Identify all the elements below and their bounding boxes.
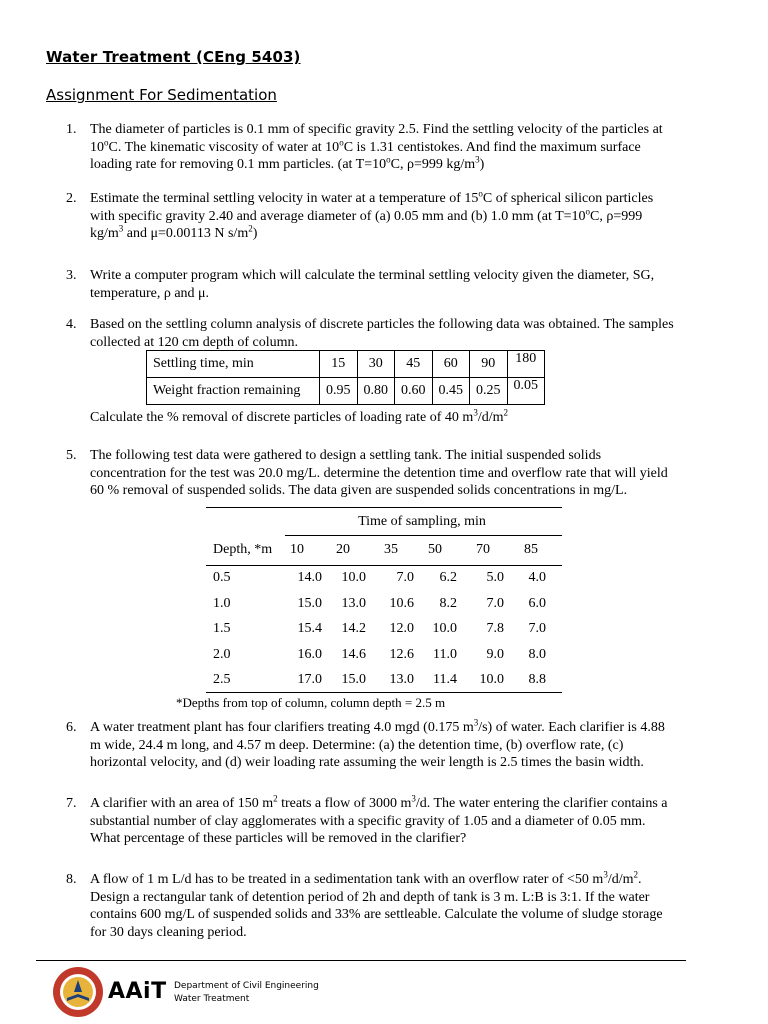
university-seal-logo — [52, 966, 104, 1018]
concentration-cell: 10.0 — [432, 621, 457, 636]
concentration-cell: 7.0 — [486, 595, 504, 611]
concentration-cell: 5.0 — [486, 570, 504, 585]
concentration-cell: 6.2 — [439, 570, 457, 585]
question-1: 1. The diameter of particles is 0.1 mm of specific gravity 2.5. Find the settling velocity of the particles at 10$^o$C. The kinematic viscosity of water at 10$^o$C is 1.31 centistokes. And find the maximum surface loading rate for removing 0.1 mm particles. (at $T=10^oC$, ρ=999 $kg/m^3$) — [66, 122, 663, 172]
question-7: 7. A clarifier with an area of 150 $m^2$ treats a flow of 3000 $m^3/d$. The water entering the clarifier contains a substantial number of clay agglomerates with a specific gravity of 1.05 and a diameter of 0.05 mm. What percentage of these particles will be removed in the clarifier? — [66, 793, 668, 846]
question-3: 3. Write a computer program which will calculate the terminal settling velocity given the diameter, SG, temperature, ρ and μ. — [66, 268, 655, 301]
concentration-cell: 7.0 — [396, 570, 414, 585]
concentration-cell: 7.0 — [528, 621, 546, 636]
concentration-cell: 10.0 — [341, 570, 366, 585]
concentration-cell: 8.8 — [528, 672, 546, 687]
concentration-cell: 4.0 — [528, 570, 546, 585]
concentration-cell: 12.6 — [389, 646, 414, 662]
concentration-cell: 14.2 — [341, 621, 366, 636]
concentration-cell: 13.0 — [341, 595, 366, 611]
table-row: Settling time, min 15 30 45 60 90 180 — [147, 351, 545, 378]
department-label: Department of Civil Engineering Water Treatment — [174, 981, 319, 1004]
question-number: 4. — [66, 317, 77, 332]
question-4-followup: Calculate the % removal of discrete particles of loading rate of 40 $m^3/d/m^2$ — [90, 407, 508, 425]
depth-cell: 2.0 — [213, 646, 231, 662]
question-number: 5. — [66, 448, 77, 463]
question-5: 5. The following test data were gathered to design a settling tank. The initial suspended solids concentration for the test was 20.0 mg/L. determine the detention time and overflow rate that will yield 60 % removal of suspended solids. The data given are suspended solids concentrations in mg/L. — [66, 448, 668, 498]
concentration-cell: 10.0 — [479, 672, 504, 687]
table-footnote: *Depths from top of column, column depth = 2.5 m — [176, 695, 446, 710]
concentration-cell: 10.6 — [389, 595, 414, 611]
table-row — [206, 596, 562, 614]
question-number: 3. — [66, 268, 77, 283]
concentration-cell: 11.4 — [433, 672, 457, 687]
question-8: 8. A flow of 1 m L/d has to be treated in a sedimentation tank with an overflow rater of <50 $m^3/d/m^2$. Design a rectangular tank of detention period of 2h and depth of tank is 3 m. L:B is 3:1. If the water contains 600 mg/L of suspended solids and 33% are settleable. Calculate the volume of sludge storage for 30 days cleaning period. — [66, 869, 663, 940]
table-header-row: Depth, *m 10 20 35 50 70 85 — [213, 542, 538, 557]
aait-brand: AAiT — [108, 979, 167, 1004]
concentration-cell: 16.0 — [297, 646, 322, 662]
concentration-cell: 15.0 — [297, 595, 322, 611]
concentration-cell: 7.8 — [486, 621, 504, 636]
concentration-cell: 12.0 — [389, 621, 414, 636]
question-4: 4. Based on the settling column analysis of discrete particles the following data was obtained. The samples collected at 120 cm depth of column. — [66, 317, 674, 350]
settling-time-table — [146, 350, 545, 405]
concentration-cell: 15.4 — [297, 621, 322, 636]
table-row — [206, 570, 562, 588]
concentration-cell: 8.0 — [528, 646, 546, 662]
question-number: 7. — [66, 796, 77, 811]
question-6: 6. A water treatment plant has four clarifiers treating 4.0 mgd (0.175 $m^3/s$) of water. Each clarifier is 4.88 m wide, 24.4 m long, and 4.57 m deep. Determine: (a) the detention time, (b) overflow rate, (c) horizontal velocity, and (d) weir loading rate assuming the weir length is 2.5 times the basin width. — [66, 717, 665, 770]
concentration-cell: 15.0 — [341, 672, 366, 687]
table-row — [206, 672, 562, 690]
page-title: Water Treatment (CEng 5403) — [46, 48, 301, 66]
depth-cell: 1.5 — [213, 621, 231, 636]
concentration-cell: 11.0 — [433, 646, 457, 662]
depth-cell: 0.5 — [213, 570, 231, 585]
concentration-cell: 13.0 — [389, 672, 414, 687]
concentration-cell: 6.0 — [528, 595, 546, 611]
concentration-cell: 9.0 — [486, 646, 504, 662]
concentration-cell: 14.0 — [297, 570, 322, 585]
concentration-cell: 8.2 — [439, 595, 457, 611]
concentration-cell: 17.0 — [297, 672, 322, 687]
depth-cell: 1.0 — [213, 595, 231, 611]
question-number: 6. — [66, 720, 77, 735]
question-number: 2. — [66, 191, 77, 206]
question-number: 8. — [66, 872, 77, 887]
question-2: 2. Estimate the terminal settling velocity in water at a temperature of 15$^o$C of spherical silicon particles with specific gravity 2.40 and average diameter of (a) 0.05 mm and (b) 1.0 mm (at $T=10^oC$, ρ=999 $kg/m^3$ and μ=0.00113 N $s/m^2$) — [66, 188, 654, 241]
time-of-sampling-header: Time of sampling, min — [358, 514, 486, 529]
table-row — [206, 647, 562, 665]
table-row: Weight fraction remaining 0.95 0.80 0.60 0.45 0.25 0.05 — [147, 378, 545, 405]
table-row — [206, 621, 562, 639]
assignment-subtitle: Assignment For Sedimentation — [46, 86, 277, 104]
footer-divider — [36, 960, 686, 961]
concentration-cell: 14.6 — [341, 646, 366, 662]
depth-cell: 2.5 — [213, 672, 231, 687]
question-number: 1. — [66, 122, 77, 137]
